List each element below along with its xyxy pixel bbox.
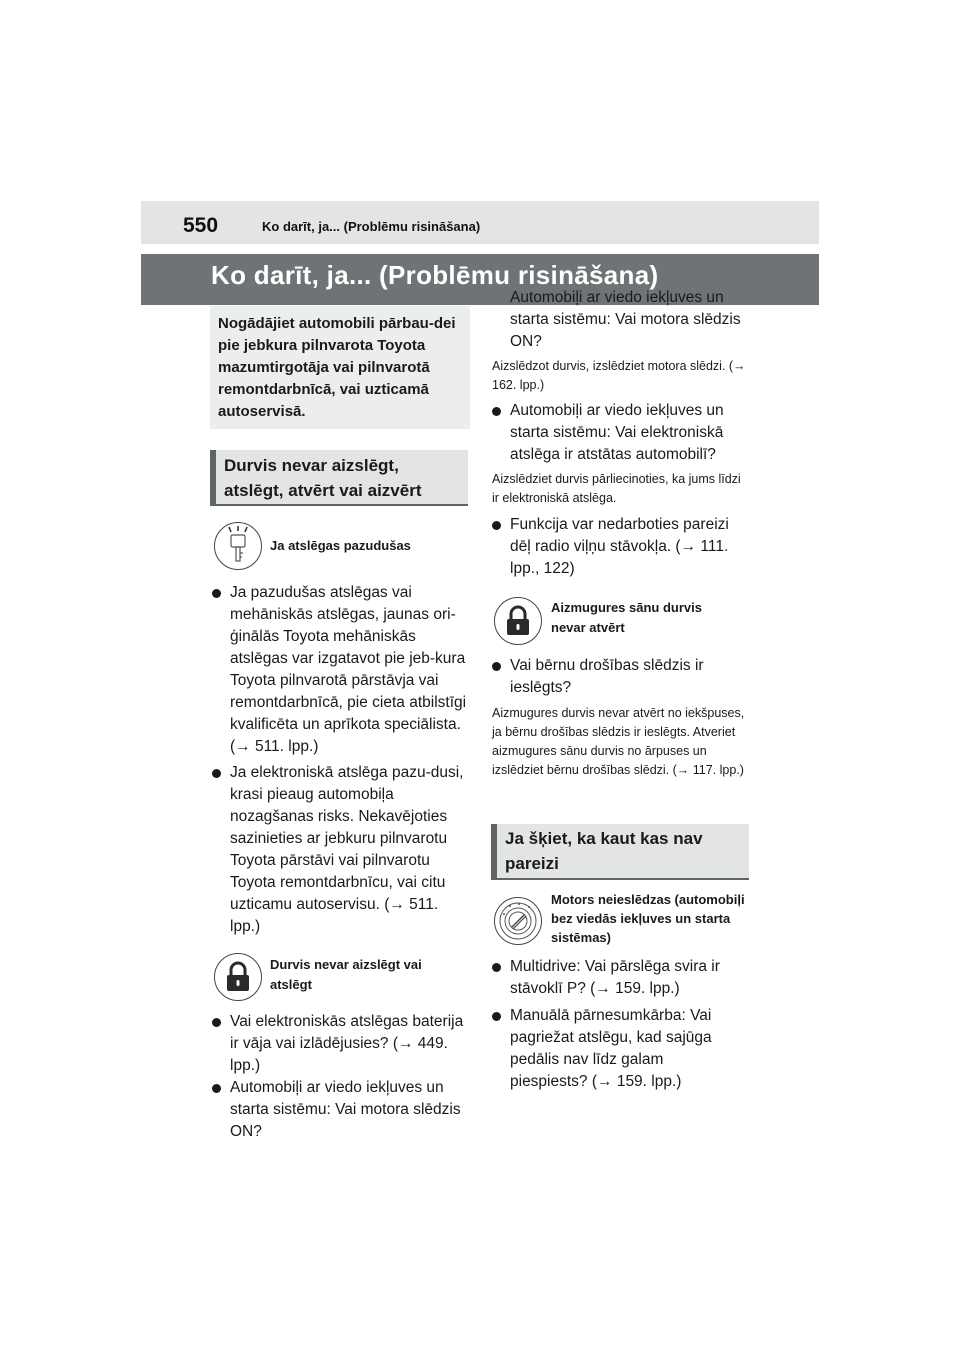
bullet-text: Vai bērnu drošības slēdzis ir ieslēgts? bbox=[510, 657, 704, 696]
section-bar bbox=[210, 450, 216, 504]
bullet-dot bbox=[212, 589, 221, 598]
note-text: Aizslēdzot durvis, izslēdziet motora slēdzi. (→ 162. lpp.) bbox=[492, 359, 746, 392]
section-bar bbox=[491, 824, 497, 878]
engine-title: Motors neieslēdzas (automobiļi bez viedās iekļuves un starta sistēmas) bbox=[551, 892, 745, 945]
note-text: Aizslēdziet durvis pārliecinoties, ka jums līdzi ir elektroniskā atslēga. bbox=[492, 472, 741, 505]
ignition-switch-icon bbox=[494, 897, 542, 945]
note-text: Aizmugures durvis nevar atvērt no iekšpuses, ja bērnu drošības slēdzis ir ieslēgts. Atveriet aizmugures sānu durvis no ārpuses un izslēdziet bērnu drošības slēdzi. (→ 117. lpp.) bbox=[492, 706, 745, 777]
bullet-text: Multidrive: Vai pārslēga svira ir stāvoklī P? (→ 159. lpp.) bbox=[510, 958, 720, 997]
running-title: Ko darīt, ja... (Problēmu risināšana) bbox=[262, 219, 481, 234]
bullet-text: Manuālā pārnesumkārba: Vai pagriežat atslēgu, kad sajūga pedālis nav līdz galam piespiests? (→ 159. lpp.) bbox=[510, 1007, 712, 1090]
cant-lock-title: Durvis nevar aizslēgt vai atslēgt bbox=[270, 957, 422, 992]
bullet-dot bbox=[212, 1018, 221, 1027]
key-icon bbox=[214, 522, 262, 570]
bullet-continuation-text: Automobiļi ar viedo iekļuves un starta sistēmu: Vai motora slēdzis ON? bbox=[510, 289, 741, 350]
bullet-dot bbox=[492, 1012, 501, 1021]
bullet-dot bbox=[212, 769, 221, 778]
bullet-dot bbox=[492, 407, 501, 416]
bullet-text: Ja pazudušas atslēgas vai mehāniskās atslēgas, jaunas ori-ģinālās Toyota mehāniskās atslēgas var izgatavot pie jeb-kura Toyota pilnvarotā pārstāvja vai remontdarbnīcā, pie cieta atbilstīgi kvalificēta un aprīkota speciālista. (→ 511. lpp.) bbox=[230, 584, 467, 755]
bullet-text: Vai elektroniskās atslēgas baterija ir vāja vai izlādējusies? (→ 449. lpp.) bbox=[230, 1013, 464, 1074]
section-heading-doors bbox=[210, 450, 468, 506]
section-title-doors: Durvis nevar aizslēgt, atslēgt, atvērt vai aizvērt bbox=[224, 456, 422, 500]
notice-text: Nogādājiet automobili pārbau-dei pie jebkura pilnvarota Toyota mazumtirgotāja vai pilnvarotā remontdarbnīcā, vai uzticamā autoservisā. bbox=[218, 315, 456, 420]
keys-lost-title: Ja atslēgas pazudušas bbox=[270, 538, 411, 553]
bullet-text: Funkcija var nedarboties pareizi dēļ radio viļņu stāvokļa. (→ 111. lpp., 122) bbox=[510, 516, 729, 577]
bullet-text: Automobiļi ar viedo iekļuves un starta sistēmu: Vai elektroniskā atslēga ir atstātas automobilī? bbox=[510, 402, 724, 463]
rear-doors-title: Aizmugures sānu durvis nevar atvērt bbox=[551, 600, 702, 635]
bullet-dot bbox=[492, 521, 501, 530]
section-title-wrong: Ja šķiet, ka kaut kas nav pareizi bbox=[505, 829, 703, 873]
bullet-text: Automobiļi ar viedo iekļuves un starta sistēmu: Vai motora slēdzis ON? bbox=[230, 1079, 461, 1140]
lock-icon bbox=[494, 597, 542, 645]
bullet-dot bbox=[212, 1084, 221, 1093]
page-title: Ko darīt, ja... (Problēmu risināšana) bbox=[211, 260, 659, 290]
bullet-continuation bbox=[510, 289, 748, 353]
bullet-dot bbox=[492, 963, 501, 972]
page-number: 550 bbox=[183, 214, 219, 237]
bullet-text: Ja elektroniskā atslēga pazu-dusi, krasi pieaug automobiļa nozagšanas risks. Nekavējoties sazinieties ar jebkuru pilnvarotu Toyota pārstāvi vai pilnvarotu Toyota remontdarbnīcu, vai citu uzticamu autoservisu. (→ 511. lpp.) bbox=[230, 764, 464, 935]
bullet-dot bbox=[492, 662, 501, 671]
lock-icon bbox=[214, 953, 262, 1001]
section-heading-wrong bbox=[491, 824, 749, 880]
